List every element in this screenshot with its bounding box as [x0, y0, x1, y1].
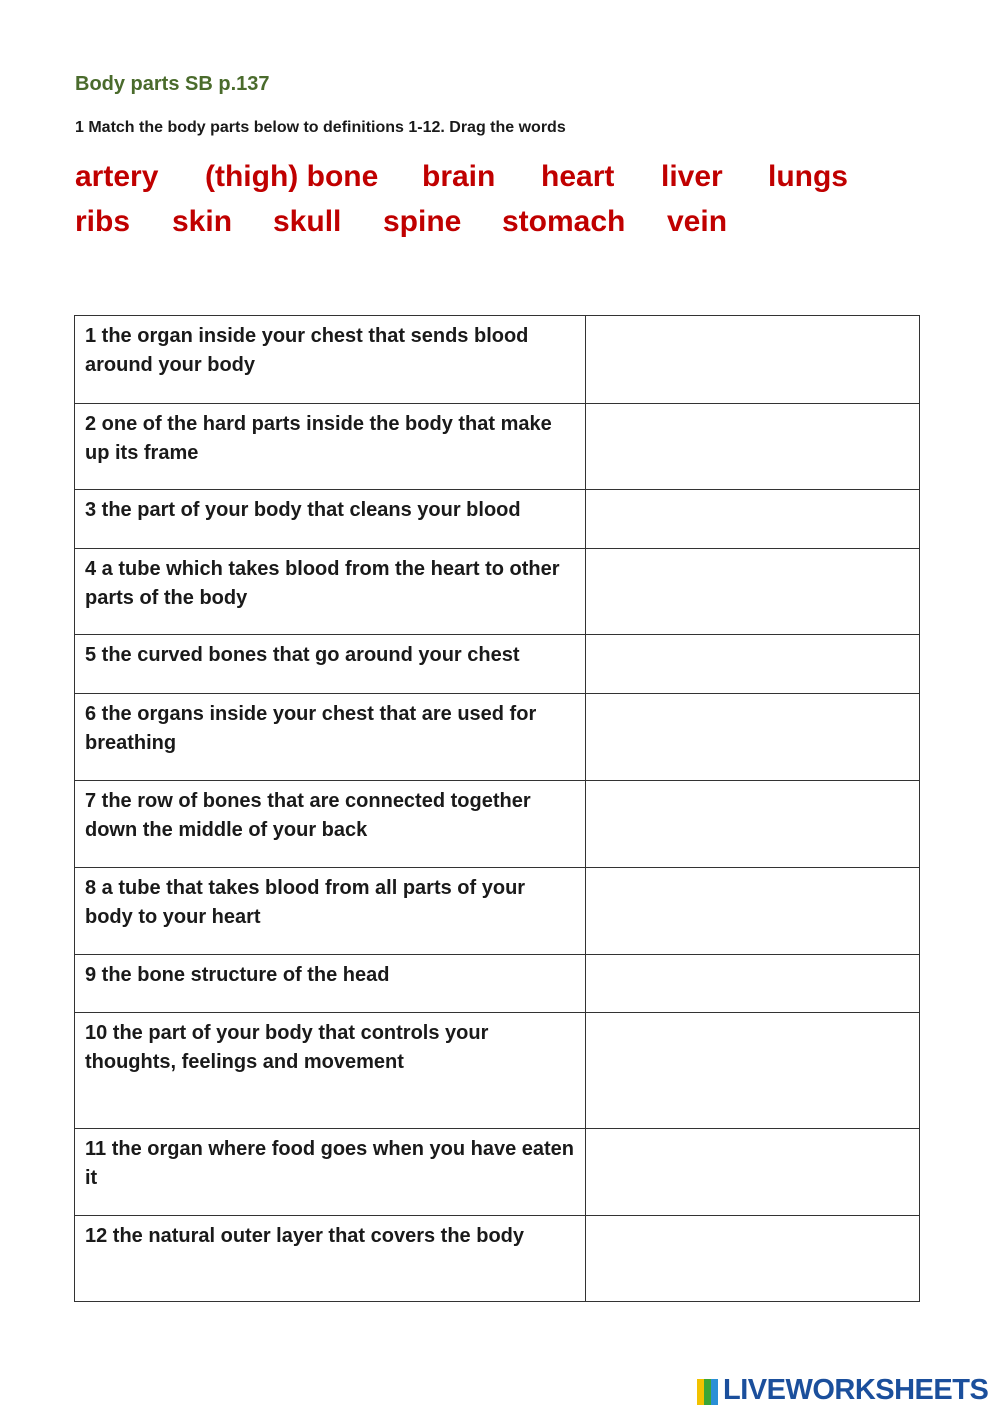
answer-drop-zone[interactable]: [586, 955, 920, 1013]
definition-text: 11 the organ where food goes when you have eaten it: [75, 1129, 586, 1216]
table-row: [75, 549, 920, 635]
liveworksheets-logo: [697, 1375, 988, 1405]
answer-drop-zone[interactable]: [586, 404, 920, 490]
answer-drop-zone[interactable]: [586, 1216, 920, 1302]
draggable-word[interactable]: liver: [661, 160, 723, 193]
draggable-word[interactable]: spine: [383, 205, 462, 238]
answer-drop-zone[interactable]: [586, 694, 920, 781]
table-row: [75, 1129, 920, 1216]
table-row: [75, 1216, 920, 1302]
draggable-word[interactable]: skin: [172, 205, 233, 238]
definition-text: 1 the organ inside your chest that sends blood around your body: [75, 316, 586, 404]
definition-text: 10 the part of your body that controls your thoughts, feelings and movement: [75, 1013, 586, 1129]
answer-drop-zone[interactable]: [586, 781, 920, 868]
answer-drop-zone[interactable]: [586, 549, 920, 635]
table-row: [75, 316, 920, 404]
table-row: [75, 694, 920, 781]
table-row: [75, 490, 920, 549]
worksheet-title: Body parts SB p.137: [75, 73, 270, 95]
answer-drop-zone[interactable]: [586, 1013, 920, 1129]
logo-text: LIVEWORKSHEETS: [723, 1373, 989, 1406]
table-row: [75, 781, 920, 868]
definition-text: 5 the curved bones that go around your chest: [75, 635, 586, 694]
draggable-word[interactable]: skull: [273, 205, 342, 238]
definition-text: 6 the organs inside your chest that are used for breathing: [75, 694, 586, 781]
table-row: [75, 404, 920, 490]
answer-drop-zone[interactable]: [586, 868, 920, 955]
definition-text: 3 the part of your body that cleans your blood: [75, 490, 586, 549]
table-row: [75, 1013, 920, 1129]
instructions: 1 Match the body parts below to definitions 1-12. Drag the words: [75, 119, 566, 136]
definition-text: 2 one of the hard parts inside the body that make up its frame: [75, 404, 586, 490]
answer-drop-zone[interactable]: [586, 1129, 920, 1216]
draggable-word[interactable]: heart: [541, 160, 615, 193]
draggable-word[interactable]: brain: [422, 160, 496, 193]
logo-icon: [697, 1375, 719, 1405]
draggable-word[interactable]: (thigh) bone: [205, 160, 379, 193]
draggable-word[interactable]: artery: [75, 160, 159, 193]
draggable-word[interactable]: stomach: [502, 205, 626, 238]
definition-text: 9 the bone structure of the head: [75, 955, 586, 1013]
answer-drop-zone[interactable]: [586, 490, 920, 549]
definition-text: 4 a tube which takes blood from the heart to other parts of the body: [75, 549, 586, 635]
definition-text: 12 the natural outer layer that covers the body: [75, 1216, 586, 1302]
answer-drop-zone[interactable]: [586, 316, 920, 404]
definitions-table: [74, 315, 920, 1302]
draggable-word[interactable]: vein: [667, 205, 728, 238]
answer-drop-zone[interactable]: [586, 635, 920, 694]
definition-text: 8 a tube that takes blood from all parts of your body to your heart: [75, 868, 586, 955]
draggable-word[interactable]: lungs: [768, 160, 848, 193]
table-row: [75, 868, 920, 955]
definition-text: 7 the row of bones that are connected together down the middle of your back: [75, 781, 586, 868]
table-row: [75, 635, 920, 694]
table-row: [75, 955, 920, 1013]
draggable-word[interactable]: ribs: [75, 205, 131, 238]
